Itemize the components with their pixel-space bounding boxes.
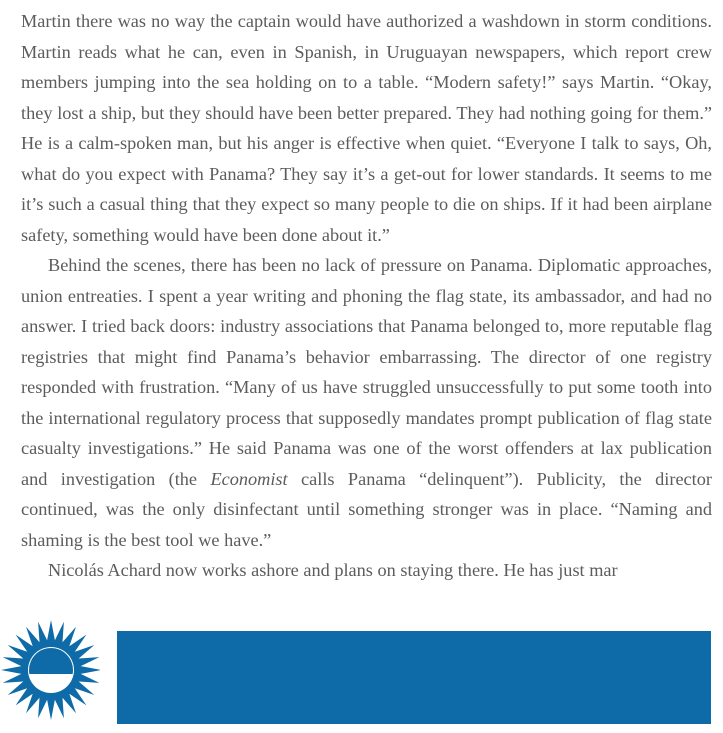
- paragraph-2-text-a: Behind the scenes, there has been no lack of pressure on Panama. Diplomatic approaches, union entreaties. I spent a year writing and phoning the flag state, its ambassador, and had no answer. I tried back doors: industry associations that Panama belonged to, more reputable flag registries that might find Panama’s behavior embarrassing. The director of one registry responded with frustration. “Many of us have struggled unsuccessfully to put some tooth into the international regulatory process that supposedly mandates prompt publication of flag state casualty investigations.” He said Panama was one of the worst offenders at lax publication and investigation (the: [21, 255, 712, 489]
- paragraph-2-text-b: calls Panama “delinquent”). Publicity, the director continued, was the only disinfectant until something stronger was in place. “Naming and shaming is the best tool we have.”: [21, 468, 712, 550]
- paragraph-3: Nicolás Achard now works ashore and plans on staying there. He has just mar: [48, 560, 618, 580]
- publication-title: Economist: [210, 468, 288, 489]
- brand-banner: [117, 631, 711, 724]
- article-body: [21, 6, 712, 586]
- paragraph-1: Martin there was no way the captain would have authorized a washdown in storm conditions. Martin reads what he can, even in Spanish, in Uruguayan newspapers, which report crew members jumping into the sea holding on to a table. “Modern safety!” says Martin. “Okay, they lost a ship, but they should have been better prepared. They had nothing going for them.” He is a calm-spoken man, but his anger is effective when quiet. “Everyone I talk to says, Oh, what do you expect with Panama? They say it’s a get-out for lower standards. It seems to me it’s such a casual thing that they expect so many people to die on ships. If it had been airplane safety, something would have been done about it.”: [21, 11, 712, 245]
- sun-icon: [0, 620, 100, 720]
- paragraph-2: [21, 250, 712, 555]
- publisher-footer: [0, 620, 723, 733]
